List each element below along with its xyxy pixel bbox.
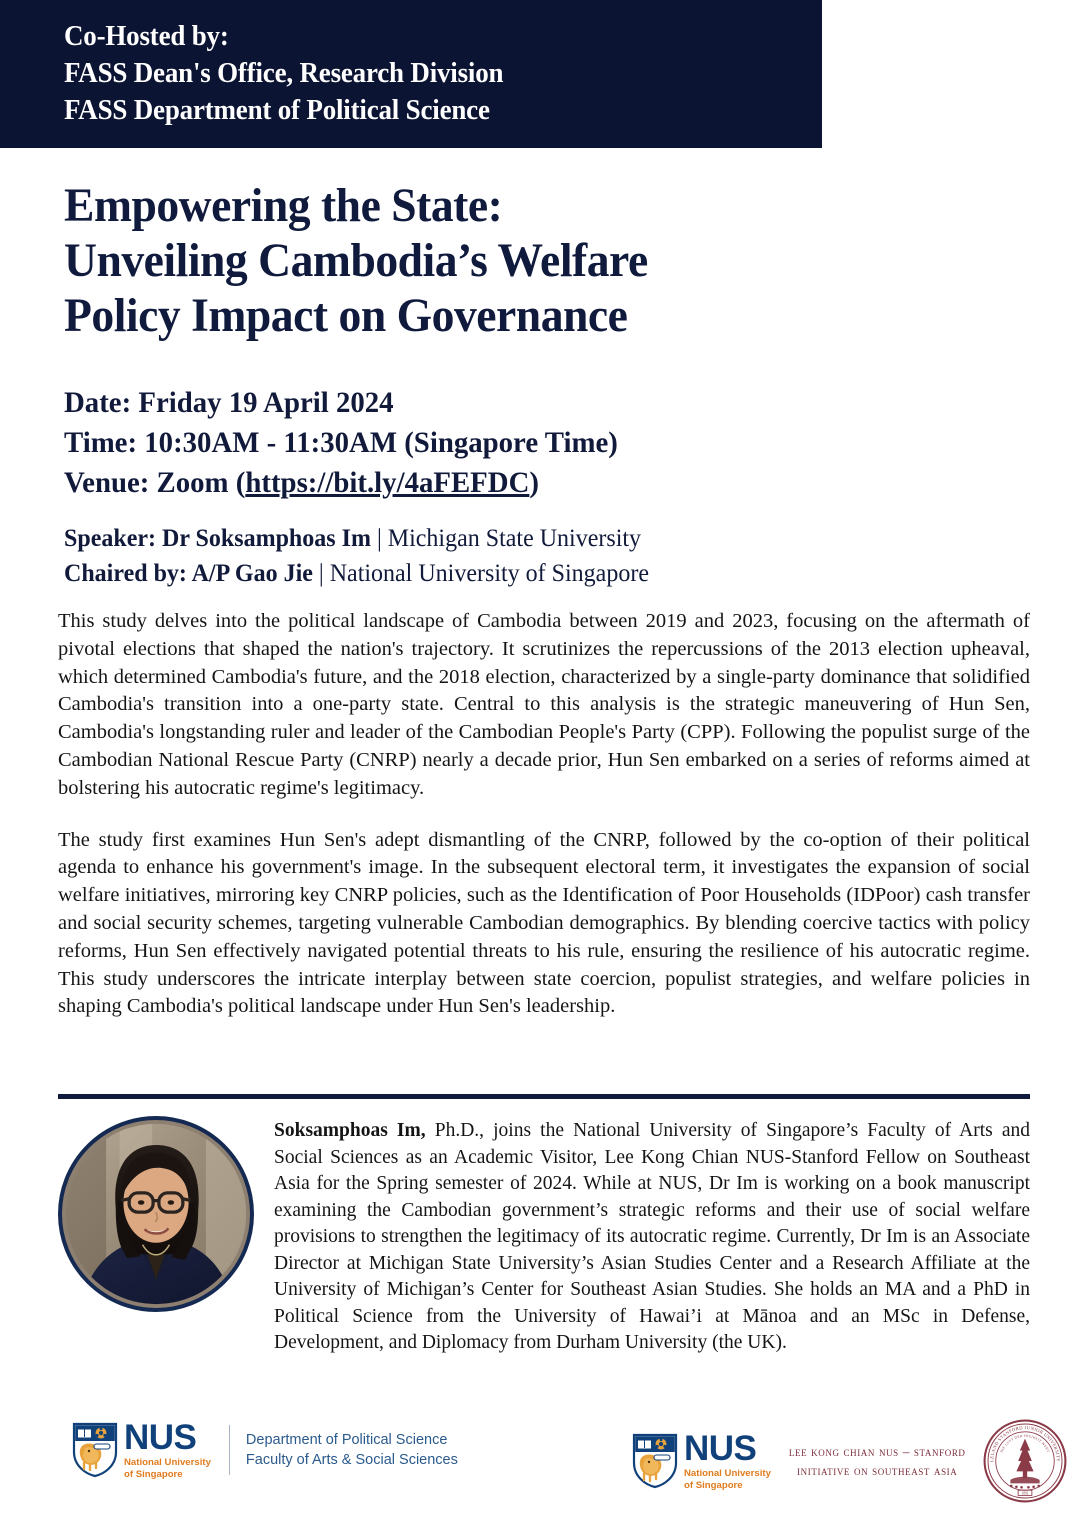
chair-row xyxy=(64,556,976,591)
cohost-line-3: FASS Department of Political Science xyxy=(64,94,490,126)
speaker-row xyxy=(64,521,976,556)
nus-logo-right xyxy=(632,1431,771,1491)
event-time-row xyxy=(64,423,976,463)
lkc-initiative-text xyxy=(789,1442,966,1480)
event-venue-row xyxy=(64,463,976,503)
svg-text:DIE LUFT DER FREIHEIT WEHT: DIE LUFT DER FREIHEIT WEHT xyxy=(999,1433,1050,1454)
nus-subtitle-line1: National University xyxy=(124,1457,211,1468)
nus-logo-left xyxy=(72,1420,211,1480)
cohost-banner xyxy=(0,0,822,148)
section-divider xyxy=(58,1094,1030,1099)
event-details xyxy=(64,383,1014,503)
department-line-1: Department of Political Science xyxy=(245,1432,448,1448)
nus-wordmark-right xyxy=(684,1431,771,1491)
abstract-paragraph-2: The study first examines Hun Sen's adept dismantling of the CNRP, followed by the co-option of their political agenda to enhance his government's image. In the subsequent electoral term, it investigates the expansion of social welfare initiatives, mirroring key CNRP policies, such as the Identification of Poor Households (IDPoor) cash transfer and social security schemes, targeting vulnerable Cambodian demographics. By blending coercive tactics with policy reforms, Hun Sen effectively navigated potential threats to his rule, ensuring the resilience of his autocratic regime. This study underscores the intricate interplay between state coercion, populist strategies, and welfare policies in shaping Cambodia's political landscape under Hun Sen's leadership. xyxy=(58,828,1030,1018)
nus-subtitle-line2: of Singapore xyxy=(124,1468,183,1480)
venue-paren-close: ) xyxy=(529,466,539,499)
bio-name: Soksamphoas Im, xyxy=(274,1120,426,1141)
nus-subtitle-line1: National University xyxy=(684,1468,771,1479)
bio-body: Ph.D., joins the National University of Singapore’s Faculty of Arts and Social Sciences as an Academic Visitor, Lee Kong Chian NUS-Stanford Fellow on Southeast Asia for the Spring semester of 2024. While at NUS, Dr Im is working on a book manuscript examining the Cambodian government’s strategic reforms and their use of social welfare provisions to strengthen the legitimacy of its autocratic regime. Currently, Dr Im is an Associate Director at Michigan State University’s Asian Studies Center and a Research Affiliate at the University of Michigan’s Center for Southeast Asian Studies. She holds an MA and a PhD in Political Science from the University of Hawai’i at Mānoa and an MSc in Defense, Development, and Diplomacy from Durham University (the UK). xyxy=(274,1120,1031,1353)
department-text xyxy=(246,1430,458,1470)
people-block xyxy=(64,521,1014,591)
svg-text:LELAND STANFORD JUNIOR UNIVERS: LELAND STANFORD JUNIOR UNIVERSITY xyxy=(989,1426,1060,1463)
speaker-name: Speaker: Dr Soksamphoas Im xyxy=(64,525,371,552)
title-line-3: Policy Impact on Governance xyxy=(64,289,628,342)
speaker-portrait-photo xyxy=(58,1116,254,1312)
speaker-affiliation: | Michigan State University xyxy=(370,525,642,552)
event-venue-value: Zoom xyxy=(156,466,229,499)
abstract-paragraph-1: This study delves into the political landscape of Cambodia between 2019 and 2023, focusing on the aftermath of pivotal elections that shaped the nation's trajectory. It scrutinizes the repercussions of the 2013 election upheaval, which determined Cambodia's future, and the 2018 election, characterized by a single-party dominance that solidified Cambodia's transition into a one-party state. Central to this analysis is the strategic maneuvering of Hun Sen, Cambodia's longstanding ruler and leader of the Cambodian People's Party (CPP). Following the populist surge of the Cambodian National Rescue Party (CNRP) nearly a decade prior, Hun Sen embarked on a series of reforms aimed at bolstering his autocratic regime's legitimacy. xyxy=(58,610,1030,799)
nus-crest-icon xyxy=(632,1433,678,1489)
nus-subtitle-line2: of Singapore xyxy=(684,1479,743,1491)
title-line-2: Unveiling Cambodia’s Welfare xyxy=(64,234,648,287)
cohost-line-2: FASS Dean's Office, Research Division xyxy=(64,57,504,89)
lkc-line-2: initiative on southeast asia xyxy=(797,1463,958,1478)
stanford-seal-icon xyxy=(982,1418,1068,1504)
footer-right-group xyxy=(632,1418,1068,1504)
department-line-2: Faculty of Arts & Social Sciences xyxy=(245,1452,458,1468)
speaker-bio-section xyxy=(58,1116,1030,1357)
event-date-label: Date: xyxy=(64,386,132,419)
nus-acronym: NUS xyxy=(124,1418,197,1457)
footer-logos xyxy=(0,1404,1086,1524)
chair-affiliation: | National University of Singapore xyxy=(312,560,649,587)
event-time-value: 10:30AM - 11:30AM (Singapore Time) xyxy=(144,426,618,459)
nus-wordmark-left xyxy=(124,1420,211,1480)
abstract-section xyxy=(58,608,1030,1021)
svg-text:1891: 1891 xyxy=(1020,1491,1029,1496)
event-venue-label: Venue: xyxy=(64,466,150,499)
lkc-line-1: lee kong chian nus – stanford xyxy=(788,1444,966,1459)
event-time-label: Time: xyxy=(64,426,138,459)
footer-divider-rule xyxy=(229,1425,230,1475)
cohost-line-1: Co-Hosted by: xyxy=(64,20,229,52)
nus-crest-icon xyxy=(72,1422,118,1478)
speaker-bio-text xyxy=(274,1116,1030,1357)
title-line-1: Empowering the State: xyxy=(64,179,503,232)
footer-left-group xyxy=(72,1420,458,1480)
event-date-value: Friday 19 April 2024 xyxy=(138,386,394,419)
page-title xyxy=(64,178,964,343)
chair-name: Chaired by: A/P Gao Jie xyxy=(64,560,313,587)
nus-acronym: NUS xyxy=(684,1429,757,1468)
event-date-row xyxy=(64,383,976,423)
venue-paren-open: ( xyxy=(235,466,246,499)
zoom-link[interactable]: https://bit.ly/4aFEFDC xyxy=(245,466,530,499)
